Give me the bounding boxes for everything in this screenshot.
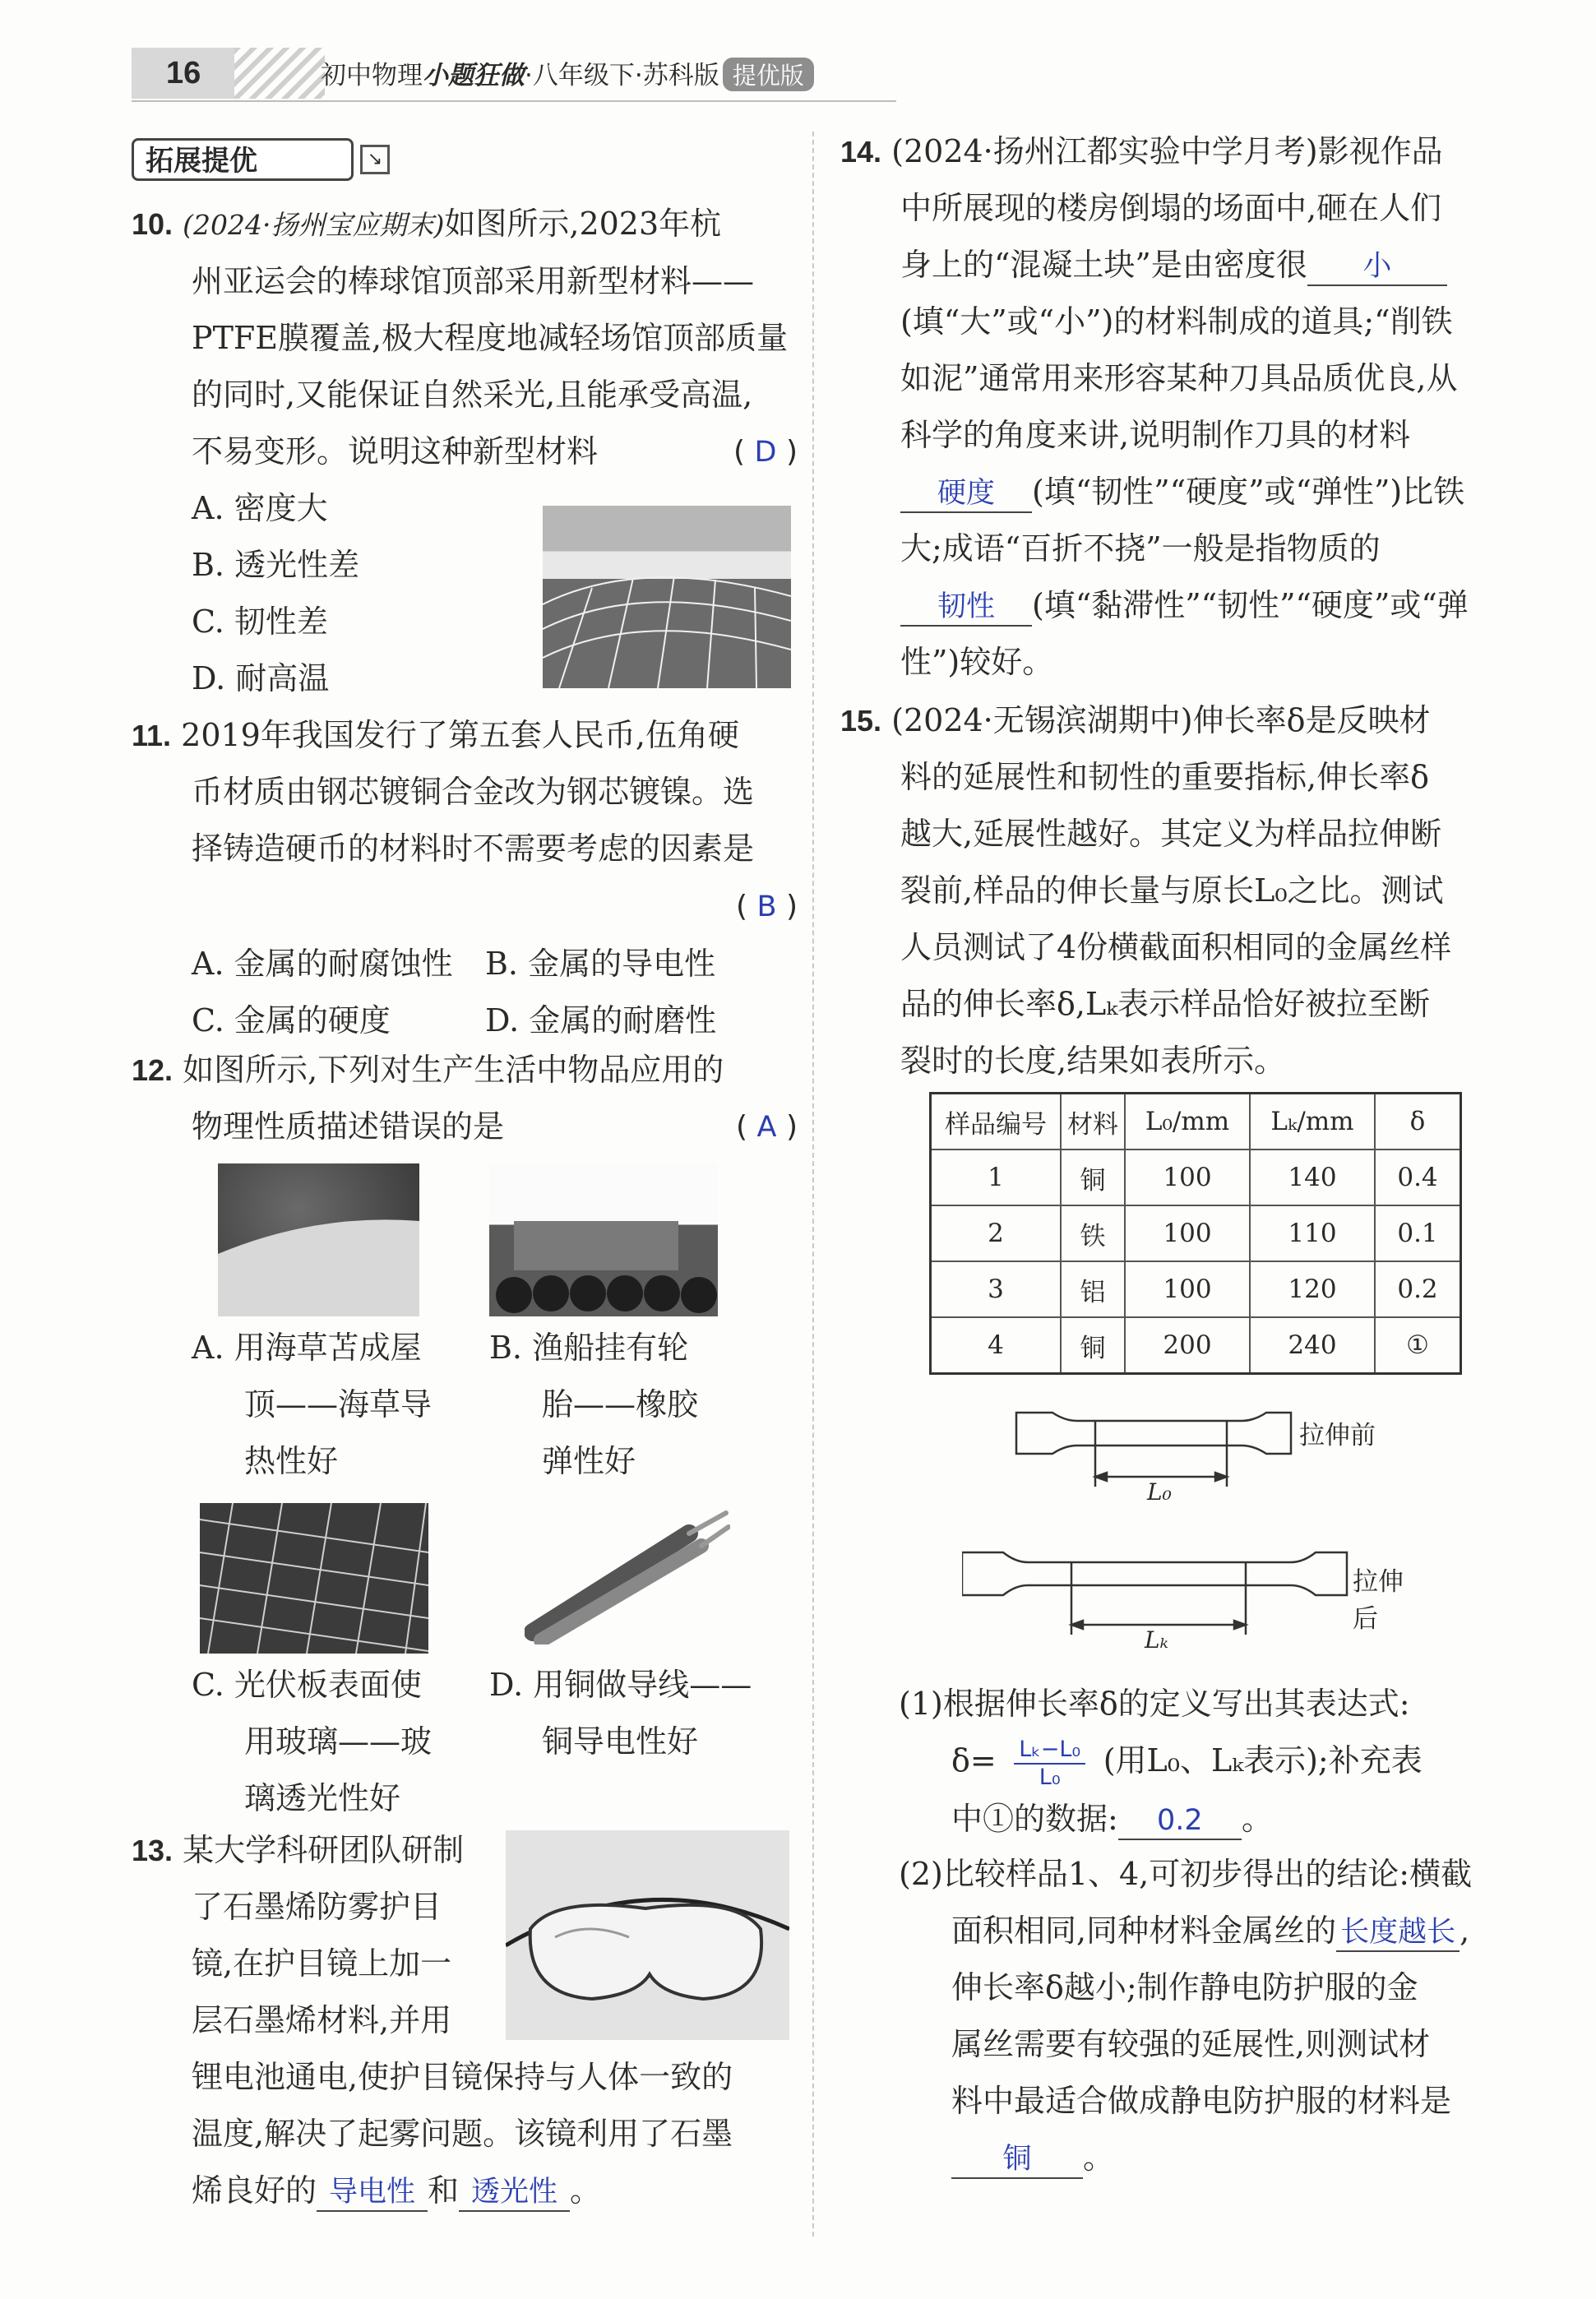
label-before: 拉伸前	[1299, 1421, 1376, 1450]
q11-answer: B	[756, 890, 777, 923]
question-12: 12. 如图所示,下列对生产生活中物品应用的 物理性质描述错误的是 ( A )	[132, 1052, 798, 1145]
question-14: 14. (2024·扬州江都实验中学月考)影视作品 中所展现的楼房倒塌的场面中,砸在人们 身上的“混凝土块”是由密度很 小 (填“大”或“小”)的材料制成的道具;“削铁 如泥”通常用来形容某种刀具品质优良,从 科学的角度来讲,说明制作刀具的材料 硬度 (填“韧性”“硬度”或“弹性”)比铁 大;成语“百折不挠”一般是指物质的 韧性 (填“黏滞性”“韧性”“硬度”或“弹 性”)较好。	[840, 133, 1469, 680]
section-title: 拓展提优	[132, 138, 354, 181]
question-15: 15. (2024·无锡滨湖期中)伸长率δ是反映材 料的延展性和韧性的重要指标,伸长率δ 越大,延展性越好。其定义为样品拉伸断 裂前,样品的伸长量与原长L₀之比。测试 人员测试了4份横截面积相同的金属丝样 品的伸长率δ,Lₖ表示样品恰好被拉至断 裂时的长度,结果如表所示。	[840, 702, 1452, 1079]
question-10: 10. (2024·扬州宝应期末)如图所示,2023年杭 州亚运会的棒球馆顶部采用新型材料—— PTFE膜覆盖,极大程度地减轻场馆顶部质量 的同时,又能保证自然采光,且能承受高温, 不易变形。说明这种新型材料 ( D ) A. 密度大 B. 透光性差 C. 韧性差 D. 耐高温	[132, 196, 798, 707]
wire-graphic	[525, 1509, 730, 1644]
page-number: 16	[132, 48, 234, 99]
header-rule	[132, 100, 896, 102]
q12-caption-c: C. 光伏板表面使 用玻璃——玻 璃透光性好	[192, 1667, 433, 1816]
page-header	[132, 48, 896, 99]
q13-blank-1: 导电性	[317, 2174, 428, 2212]
specimen-before-outline	[1016, 1413, 1291, 1454]
brand-logo: 小题狂做	[423, 61, 525, 90]
book-title: 初中物理小题狂做·八年级下·苏科版 提优版	[321, 54, 814, 91]
q12-answer: A	[756, 1111, 777, 1144]
label-after: 拉伸后	[1353, 1567, 1404, 1634]
table-row: 3 铝 100 120 0.2	[931, 1261, 1461, 1317]
edition-badge: 提优版	[723, 58, 814, 91]
solar-panel-photo	[200, 1503, 428, 1654]
q14-number: 14.	[840, 135, 882, 169]
boat-graphic	[489, 1163, 718, 1316]
header-hatch	[234, 48, 325, 99]
q10-option-c: C. 韧性差	[192, 604, 328, 640]
q11-option-a: A. 金属的耐腐蚀性	[192, 946, 453, 982]
q15-number: 15.	[840, 704, 882, 738]
question-13: 13. 某大学科研团队研制 了石墨烯防雾护目 镜,在护目镜上加一 层石墨烯材料,并用 锂电池通电,使护目镜保持与人体一致的 温度,解决了起雾问题。该镜利用了石墨 烯良好的 导电性 和 透光性 。	[132, 1822, 798, 2219]
goggles-photo	[506, 1830, 789, 2040]
specimen-after-outline	[962, 1552, 1347, 1595]
q10-number: 10.	[132, 207, 173, 241]
q12-caption-d: D. 用铜做导线—— 铜导电性好	[489, 1667, 752, 1760]
q11-option-b: B. 金属的导电性	[485, 946, 716, 982]
question-11: 11. 2019年我国发行了第五套人民币,伍角硬 币材质由钢芯镀铜合金改为钢芯镀镍。选 择铸造硬币的材料时不需要考虑的因素是 ( B ) A. 金属的耐腐蚀性 B. 金属的导电性 C. 金属的硬度 D. 金属的耐磨性	[132, 707, 798, 1049]
column-divider	[812, 132, 814, 2237]
q11-number: 11.	[132, 719, 172, 752]
q10-option-a: A. 密度大	[192, 490, 328, 526]
q12-caption-a: A. 用海草苫成屋 顶——海草导 热性好	[192, 1330, 433, 1479]
q15-part-1: (1)根据伸长率δ的定义写出其表达式: δ= $\frac{\text{Lₖ−L₀}}{\text{L₀}}$ (用L₀、Lₖ表示);补充表 中①的数据: 0.2 。	[899, 1676, 1507, 1848]
formula-numerator: Lₖ−L₀	[1014, 1737, 1085, 1765]
q13-number: 13.	[132, 1834, 173, 1867]
table-row: 4 铜 200 240 ①	[931, 1317, 1461, 1374]
table-row: 2 铁 100 110 0.1	[931, 1205, 1461, 1261]
q14-blank-1: 小	[1307, 248, 1447, 286]
seaweed-roof-photo	[218, 1163, 419, 1316]
q10-source: (2024·扬州宝应期末)	[183, 209, 445, 241]
table-header-row: 样品编号 材料 L₀/mm Lₖ/mm δ	[931, 1094, 1461, 1150]
q11-option-c: C. 金属的硬度	[192, 1002, 391, 1038]
table-row: 1 铜 100 140 0.4	[931, 1150, 1461, 1205]
label-l0: L₀	[1147, 1478, 1172, 1506]
sample-table	[929, 1092, 1462, 1375]
q10-answer: D	[754, 436, 777, 469]
q15-blank-material: 铜	[951, 2141, 1083, 2179]
solar-grid-graphic	[200, 1503, 428, 1654]
seaweed-graphic	[218, 1163, 419, 1316]
copper-wire-photo	[525, 1509, 730, 1644]
q14-blank-2: 硬度	[900, 475, 1032, 513]
fishing-boat-tires-photo	[489, 1163, 718, 1316]
q15-blank-conclusion: 长度越长	[1336, 1914, 1460, 1952]
stadium-roof-graphic	[543, 506, 791, 688]
q15-part-2: (2)比较样品1、4,可初步得出的结论:横截 面积相同,同种材料金属丝的 长度越长 , 伸长率δ越小;制作静电防护服的金 属丝需要有较强的延展性,则测试材 料中最适合做成静电防护服的材料是 铜 。	[899, 1846, 1507, 2186]
q15-blank-value: 0.2	[1118, 1802, 1242, 1840]
q11-option-d: D. 金属的耐磨性	[485, 1002, 717, 1038]
expand-arrow-icon: ↘	[360, 145, 390, 174]
q10-option-d: D. 耐高温	[192, 660, 330, 696]
q10-option-b: B. 透光性差	[192, 547, 360, 583]
formula-denominator: L₀	[1039, 1764, 1061, 1790]
label-lk: Lₖ	[1145, 1626, 1168, 1654]
goggles-graphic	[506, 1830, 789, 2040]
q13-blank-2: 透光性	[459, 2174, 570, 2212]
q12-number: 12.	[132, 1053, 173, 1087]
q12-caption-b: B. 渔船挂有轮 胎——橡胶 弹性好	[489, 1330, 699, 1479]
stretch-diagram	[962, 1398, 1423, 1669]
q14-blank-3: 韧性	[900, 589, 1032, 627]
stadium-roof-photo	[543, 506, 791, 688]
